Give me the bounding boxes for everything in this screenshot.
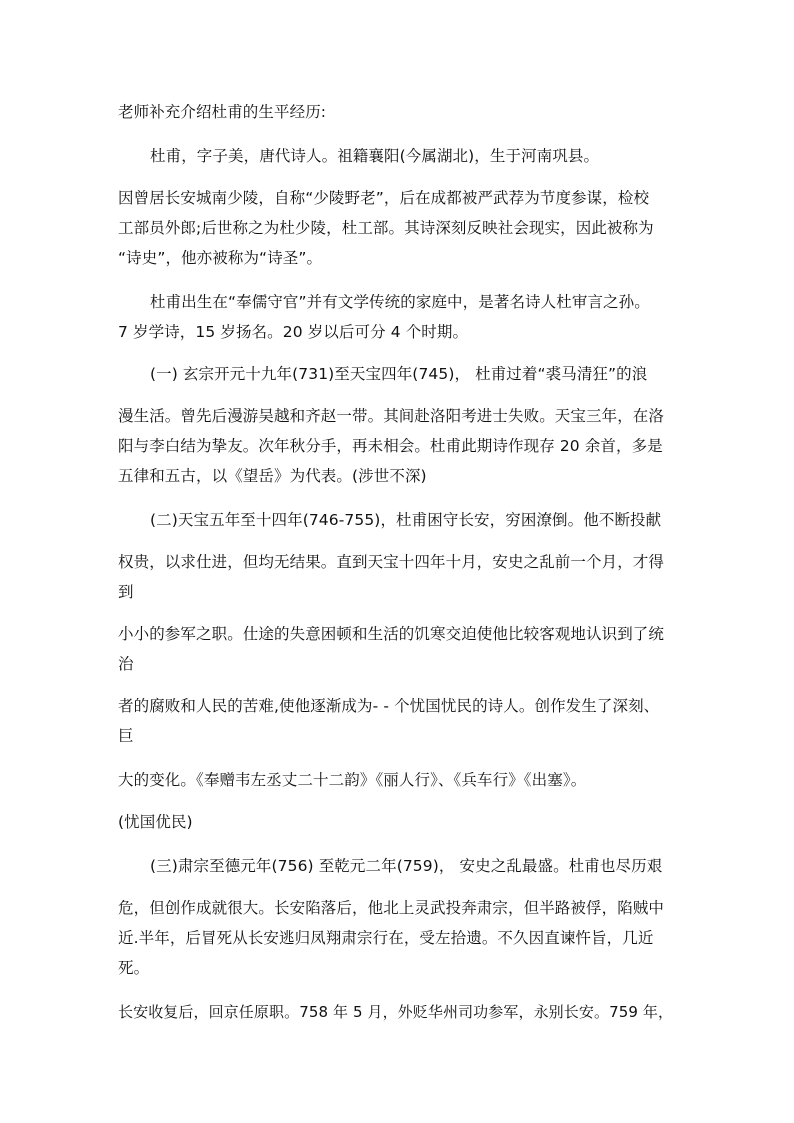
paragraph-line: 大的变化。《奉赠韦左丞丈二十二韵》《丽人行》、《兵车行》《出塞》。 [118,771,587,789]
paragraph-line: (二)天宝五年至十四年(746-755)，杜甫困守长安，穷困潦倒。他不断投献 [150,511,662,529]
paragraph-line: 漫生活。曾先后漫游吴越和齐赵一带。其间赴洛阳考进士失败。天宝三年，在洛 [118,407,665,425]
intro-line: 老师补充介绍杜甫的生平经历: [118,103,327,121]
paragraph-line: 小小的参军之职。仕途的失意困顿和生活的饥寒交迫使他比较客观地认识到了统 [118,625,665,643]
paragraph-line: 长安收复后，回京任原职。758 年 5 月，外贬华州司功参军，永别长安。759 年， [118,1003,674,1021]
paragraph-line: 到 [118,583,134,601]
paragraph-line: 杜甫，字子美，唐代诗人。祖籍襄阳(今属湖北)，生于河南巩县。 [150,147,600,165]
paragraph-line: (一) 玄宗开元十九年(731)至天宝四年(745)， 杜甫过着“裘马清狂”的浪 [150,365,648,383]
paragraph-line: (三)肃宗至德元年(756) 至乾元二年(759)， 安史之乱最盛。杜甫也尽历艰 [150,857,663,875]
paragraph-line: 阳与李白结为挚友。次年秋分手，再未相会。杜甫此期诗作现存 20 余首，多是 [118,437,663,455]
paragraph-line: 危，但创作成就很大。长安陷落后，他北上灵武投奔肃宗，但半路被俘，陷贼中 [118,899,665,917]
paragraph-line: 巨 [118,727,134,745]
paragraph-line: 工部员外郎;后世称之为杜少陵，杜工部。其诗深刻反映社会现实，因此被称为 [118,219,654,237]
paragraph-line: (忧国优民) [118,813,193,831]
paragraph-line: 近.半年，后冒死从长安逃归凤翔肃宗行在，受左拾遗。不久因直谏忤旨，几近 [118,929,654,947]
paragraph-line: 五律和五古，以《望岳》为代表。(涉世不深) [118,467,427,485]
paragraph-line: 死。 [118,959,150,977]
paragraph-line: 因曾居长安城南少陵，自称“少陵野老”，后在成都被严武荐为节度参谋，检校 [118,189,650,207]
paragraph-line: 权贵，以求仕进，但均无结果。直到天宝十四年十月，安史之乱前一个月，才得 [118,553,665,571]
paragraph-line: 治 [118,655,134,673]
paragraph-line: 杜甫出生在“奉儒守官”并有文学传统的家庭中，是著名诗人杜审言之孙。 [150,293,650,311]
paragraph-line: 7 岁学诗，15 岁扬名。20 岁以后可分 4 个时期。 [118,323,469,341]
paragraph-line: 者的腐败和人民的苦难,使他逐渐成为- - 个忧国忧民的诗人。创作发生了深刻、 [118,697,660,715]
paragraph-line: “诗史”，他亦被称为“诗圣”。 [118,249,323,267]
